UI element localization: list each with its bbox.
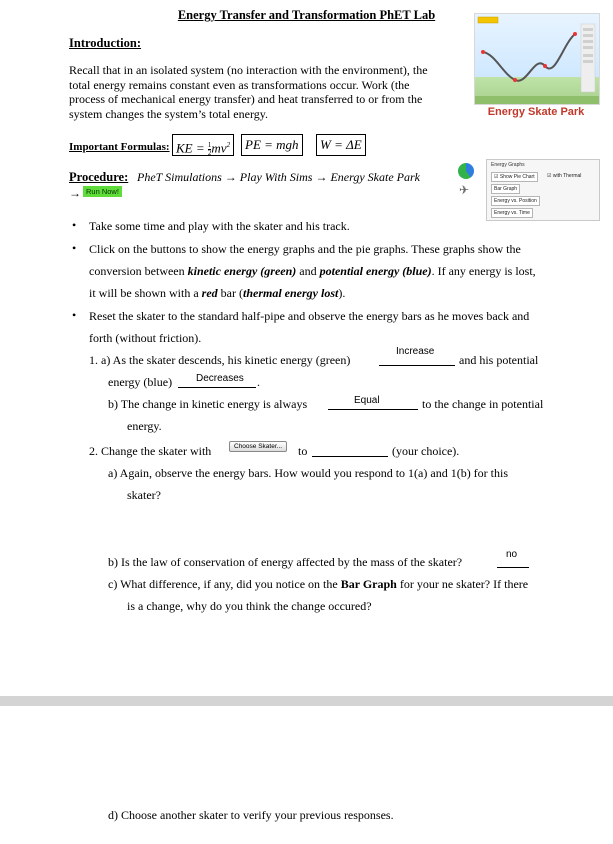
thermal-label: with Thermal <box>552 173 582 179</box>
pe-formula: PE = mgh <box>241 134 303 156</box>
bullet-1: Take some time and play with the skater and his track. <box>89 219 350 233</box>
ke-fraction-den: 2 <box>207 148 212 157</box>
page-break <box>0 696 613 706</box>
q2a-line-1: a) Again, observe the energy bars. How would you respond to 1(a) and 1(b) for this <box>108 466 509 480</box>
q1b-line-2: energy. <box>127 419 162 433</box>
kinetic-energy-term: kinetic energy (green) <box>187 264 297 278</box>
q2c-line-1 <box>108 577 528 591</box>
potential-energy-term: potential energy (blue) <box>319 264 432 278</box>
bar-graph-term: Bar Graph <box>340 577 397 591</box>
skate-park-screenshot <box>474 13 600 105</box>
q2a-line-2: skater? <box>127 488 161 502</box>
text-run: and <box>296 264 320 278</box>
q1b-line-1-end: to the change in potential <box>422 397 544 411</box>
bullet-icon: • <box>72 308 77 322</box>
ke-formula-left: KE = <box>176 140 208 156</box>
skate-track-image <box>475 14 599 104</box>
bullet-icon: • <box>72 241 77 255</box>
intro-heading: Introduction: <box>69 36 142 50</box>
text-run: bar ( <box>217 286 243 300</box>
q1a-line-2-end: . <box>257 375 260 389</box>
bullet-2-line-1: Click on the buttons to show the energy graphs and the pie graphs. These graphs show the <box>89 242 521 256</box>
ke-formula-right: mv <box>211 140 227 156</box>
intro-line: process of mechanical energy transfer) and heat transferred to or from the <box>69 92 423 106</box>
text-run: ). <box>338 286 346 300</box>
ke-formula <box>172 134 234 156</box>
q2c-line-2: is a change, why do you think the change occured? <box>127 599 372 613</box>
procedure-path: PheT Simulations → Play With Sims → Energy Skate Park <box>137 170 420 184</box>
text-run: c) What difference, if any, did you notice on the <box>108 577 341 591</box>
procedure-heading: Procedure: <box>69 170 129 184</box>
q2b-text: b) Is the law of conservation of energy affected by the mass of the skater? <box>108 555 463 569</box>
q2b-answer: no <box>506 549 518 560</box>
q2-line-1-to: to <box>298 444 308 458</box>
choose-skater-button[interactable]: Choose Skater... <box>229 441 287 452</box>
bullet-icon: • <box>72 218 77 232</box>
intro-line: total energy remains constant even as transformations occur. Work (the <box>69 77 410 92</box>
bullet-3-line-2: forth (without friction). <box>89 331 202 345</box>
text-run: . If any energy is lost, <box>431 264 536 278</box>
skater-icon: ✈ <box>459 183 470 197</box>
energy-graphs-panel <box>486 159 600 221</box>
work-formula: W = ΔE <box>316 134 366 156</box>
formulas-heading: Important Formulas: <box>69 141 170 153</box>
text-run: for your ne skater? If there <box>396 577 529 591</box>
q1a-line-1-start: 1. a) As the skater descends, his kinetic energy (green) <box>89 353 351 367</box>
with-thermal-checkbox[interactable]: ☑ with Thermal <box>547 173 582 179</box>
pie-chart-icon <box>458 163 474 179</box>
red-term: red <box>201 286 218 300</box>
ke-formula-exp: 2 <box>226 141 231 149</box>
q2-line-1-start: 2. Change the skater with <box>89 444 212 458</box>
run-now-button[interactable]: Run Now! <box>83 186 122 197</box>
text-run: conversion between <box>89 264 188 278</box>
q2d-text: d) Choose another skater to verify your previous responses. <box>108 808 394 822</box>
intro-line: Recall that in an isolated system (no interaction with the environment), the <box>69 63 428 77</box>
page-title: Energy Transfer and Transformation PhET Lab <box>177 8 436 22</box>
bullet-2-line-3 <box>89 286 345 300</box>
energy-vs-time-button[interactable]: Energy vs. Time <box>491 208 533 218</box>
show-pie-chart-checkbox[interactable]: ☑ Show Pie Chart <box>491 172 538 182</box>
right-arrow-icon: → <box>69 186 81 200</box>
intro-line: system changes the system’s total energy. <box>69 106 268 121</box>
intro-paragraph <box>69 63 461 121</box>
pie-label: Show Pie Chart <box>499 174 535 180</box>
bar-graph-button[interactable]: Bar Graph <box>491 184 520 194</box>
q1a-answer-2: Decreases <box>196 373 244 384</box>
bullet-2-line-2 <box>89 264 536 278</box>
text-run: it will be shown with a <box>89 286 202 300</box>
q2-line-1-end: (your choice). <box>392 444 460 458</box>
sim-label: Energy Skate Park <box>487 106 585 118</box>
q2-skater-choice-field[interactable] <box>312 444 388 457</box>
q1b-answer: Equal <box>354 395 380 406</box>
energy-vs-position-button[interactable]: Energy vs. Position <box>491 196 540 206</box>
q1a-line-1-end: and his potential <box>459 353 539 367</box>
thermal-energy-term: thermal energy lost <box>243 286 339 300</box>
ke-fraction-num: 1 <box>207 140 212 149</box>
q1a-answer-1: Increase <box>396 346 435 357</box>
panel-title: Energy Graphs <box>491 162 525 168</box>
q1a-line-2-start: energy (blue) <box>108 375 173 389</box>
bullet-3-line-1: Reset the skater to the standard half-pipe and observe the energy bars as he moves back and <box>89 309 530 323</box>
q1b-line-1-start: b) The change in kinetic energy is always <box>108 397 308 411</box>
